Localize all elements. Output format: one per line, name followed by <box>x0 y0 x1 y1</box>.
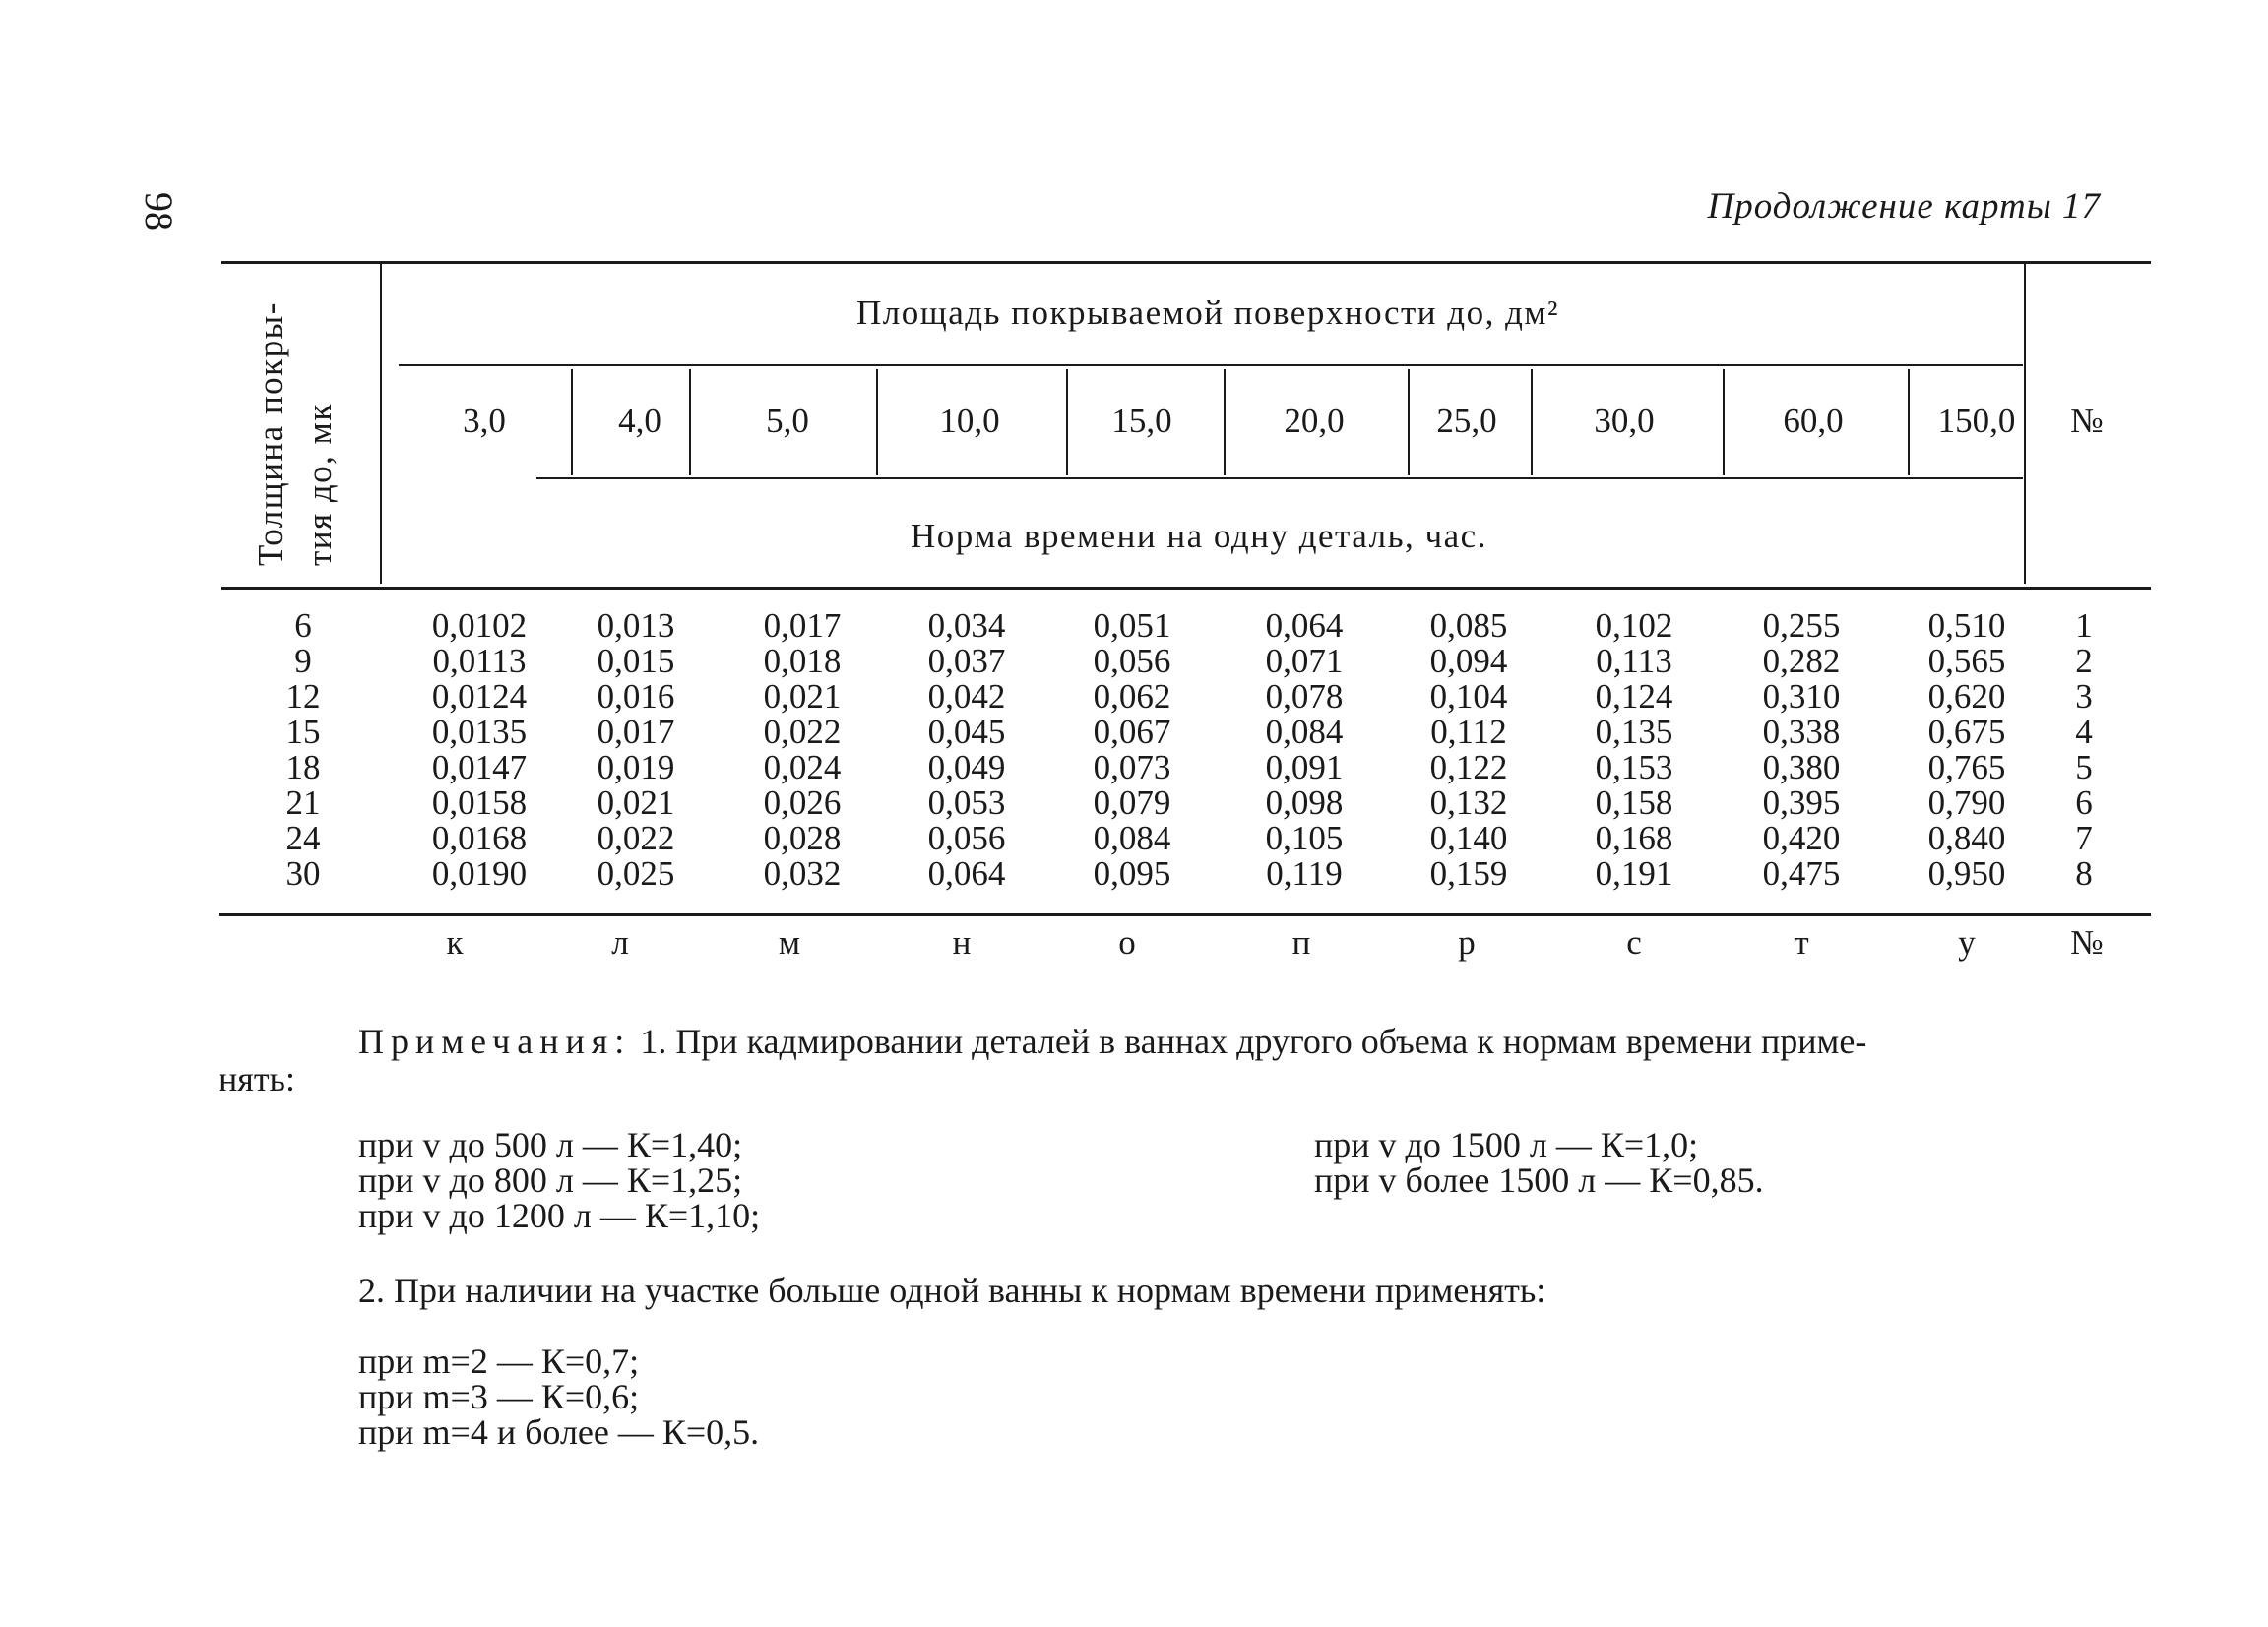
data-cell: 0,0190 <box>431 854 528 893</box>
data-column-u <box>1928 608 2006 892</box>
area-value: 60,0 <box>1783 402 1844 440</box>
column-letter: у <box>1958 923 1976 962</box>
thickness-cell: 12 <box>285 677 321 716</box>
column-letter: с <box>1626 923 1642 962</box>
data-cell: 0,094 <box>1429 642 1508 680</box>
data-cell: 0,017 <box>763 606 842 645</box>
data-column-o <box>1094 608 1171 892</box>
thickness-cell: 21 <box>285 783 321 822</box>
area-divider <box>689 369 691 475</box>
data-cell: 0,049 <box>927 748 1006 786</box>
thickness-header-line1: Толщина покры- <box>251 301 289 566</box>
data-cell: 0,102 <box>1595 606 1673 645</box>
thickness-cell: 6 <box>294 606 312 645</box>
area-divider <box>571 369 573 475</box>
data-cell: 0,159 <box>1429 854 1508 893</box>
data-cell: 0,064 <box>927 854 1006 893</box>
data-cell: 0,021 <box>597 783 675 822</box>
data-cell: 0,510 <box>1927 606 2006 645</box>
m-line: при m=4 и более — К=0,5. <box>358 1412 760 1452</box>
row-number: 2 <box>2075 642 2093 680</box>
data-cell: 0,338 <box>1762 713 1841 751</box>
m-line: при m=2 — К=0,7; <box>358 1342 640 1381</box>
data-cell: 0,062 <box>1093 677 1171 716</box>
data-cell: 0,079 <box>1093 783 1171 822</box>
data-cell: 0,675 <box>1927 713 2006 751</box>
thickness-cell: 24 <box>285 819 321 857</box>
data-column-l <box>598 608 675 892</box>
data-cell: 0,380 <box>1762 748 1841 786</box>
data-cell: 0,104 <box>1429 677 1508 716</box>
norm-header: Норма времени на одну деталь, час. <box>911 517 1487 555</box>
number-column-divider <box>2024 264 2026 584</box>
data-cell: 0,0168 <box>431 819 528 857</box>
data-cell: 0,024 <box>763 748 842 786</box>
data-cell: 0,0135 <box>431 713 528 751</box>
data-cell: 0,051 <box>1093 606 1171 645</box>
data-column-p <box>1266 608 1344 892</box>
data-cell: 0,310 <box>1762 677 1841 716</box>
area-value: 15,0 <box>1111 402 1172 440</box>
data-column-s <box>1596 608 1673 892</box>
area-value: 20,0 <box>1284 402 1345 440</box>
data-cell: 0,132 <box>1429 783 1508 822</box>
data-cell: 0,017 <box>597 713 675 751</box>
data-column-t <box>1763 608 1841 892</box>
page-title: Продолжение карты 17 <box>1707 186 2101 226</box>
data-cell: 0,098 <box>1265 783 1344 822</box>
data-cell: 0,034 <box>927 606 1006 645</box>
data-cell: 0,084 <box>1265 713 1344 751</box>
thickness-cell: 9 <box>294 642 312 680</box>
k-left-list <box>358 1127 760 1233</box>
data-cell: 0,045 <box>927 713 1006 751</box>
k-line: при v до 1500 л — К=1,0; <box>1314 1125 1699 1164</box>
data-cell: 0,021 <box>763 677 842 716</box>
data-cell: 0,056 <box>927 819 1006 857</box>
data-cell: 0,282 <box>1762 642 1841 680</box>
area-value: 25,0 <box>1436 402 1497 440</box>
data-column-m <box>764 608 842 892</box>
thickness-header <box>246 301 345 566</box>
data-cell: 0,950 <box>1927 854 2006 893</box>
column-letter: л <box>611 923 629 962</box>
area-divider <box>1066 369 1068 475</box>
data-cell: 0,124 <box>1595 677 1673 716</box>
data-cell: 0,0102 <box>431 606 528 645</box>
thickness-header-line2: тия до, мк <box>300 403 339 566</box>
area-value: 5,0 <box>766 402 809 440</box>
data-cell: 0,168 <box>1595 819 1673 857</box>
row-number: 7 <box>2075 819 2093 857</box>
data-cell: 0,085 <box>1429 606 1508 645</box>
data-cell: 0,119 <box>1266 854 1343 893</box>
thickness-cell: 15 <box>285 713 321 751</box>
data-cell: 0,025 <box>597 854 675 893</box>
data-cell: 0,191 <box>1595 854 1673 893</box>
m-line: при m=3 — К=0,6; <box>358 1377 640 1416</box>
data-cell: 0,028 <box>763 819 842 857</box>
data-cell: 0,015 <box>597 642 675 680</box>
thickness-column <box>286 608 321 892</box>
data-cell: 0,056 <box>1093 642 1171 680</box>
column-letter: т <box>1794 923 1809 962</box>
data-cell: 0,153 <box>1595 748 1673 786</box>
k-line: при v более 1500 л — К=0,85. <box>1314 1160 1764 1200</box>
data-cell: 0,067 <box>1093 713 1171 751</box>
data-cell: 0,565 <box>1927 642 2006 680</box>
area-divider <box>1408 369 1410 475</box>
data-cell: 0,071 <box>1265 642 1344 680</box>
data-cell: 0,0147 <box>431 748 528 786</box>
area-value: 4,0 <box>618 402 662 440</box>
thickness-cell: 30 <box>285 854 321 893</box>
m-list <box>358 1344 759 1450</box>
note-1 <box>358 1021 1866 1062</box>
data-cell: 0,091 <box>1265 748 1344 786</box>
data-cell: 0,078 <box>1265 677 1344 716</box>
area-value: 10,0 <box>939 402 1000 440</box>
data-cell: 0,113 <box>1596 642 1672 680</box>
data-column-r <box>1430 608 1508 892</box>
area-value: 30,0 <box>1594 402 1655 440</box>
row-number: 3 <box>2075 677 2093 716</box>
column-letter: к <box>446 923 464 962</box>
note-1-continuation: нять: <box>219 1059 295 1098</box>
area-value: 3,0 <box>463 402 506 440</box>
notes-label: Примечания: <box>358 1022 632 1061</box>
data-cell: 0,064 <box>1265 606 1344 645</box>
data-cell: 0,475 <box>1762 854 1841 893</box>
area-header: Площадь покрываемой поверхности до, дм² <box>856 293 1560 332</box>
table-bottom-rule <box>219 913 2151 916</box>
data-cell: 0,395 <box>1762 783 1841 822</box>
column-letter: р <box>1458 923 1476 962</box>
data-cell: 0,790 <box>1927 783 2006 822</box>
data-cell: 0,122 <box>1429 748 1508 786</box>
row-number: 8 <box>2075 854 2093 893</box>
table-top-rule <box>221 261 2151 264</box>
column-letter: н <box>952 923 972 962</box>
area-divider <box>1723 369 1725 475</box>
footer-number-sign: № <box>2070 923 2104 962</box>
note-1-text: 1. При кадмировании деталей в ваннах другого объема к нормам времени приме- <box>640 1022 1867 1061</box>
k-line: при v до 1200 л — К=1,10; <box>358 1196 761 1235</box>
number-header: № <box>2070 402 2104 440</box>
column-letter: п <box>1292 923 1311 962</box>
data-cell: 0,105 <box>1265 819 1344 857</box>
column-letter: м <box>778 923 801 962</box>
note-2: 2. При наличии на участке больше одной ванны к нормам времени применять: <box>358 1271 1546 1310</box>
data-cell: 0,420 <box>1762 819 1841 857</box>
data-cell: 0,140 <box>1429 819 1508 857</box>
data-cell: 0,620 <box>1927 677 2006 716</box>
data-cell: 0,022 <box>763 713 842 751</box>
data-cell: 0,019 <box>597 748 675 786</box>
k-line: при v до 500 л — К=1,40; <box>358 1125 743 1164</box>
data-column-k <box>432 608 527 892</box>
data-cell: 0,0113 <box>432 642 527 680</box>
data-cell: 0,073 <box>1093 748 1171 786</box>
data-cell: 0,016 <box>597 677 675 716</box>
row-number: 1 <box>2075 606 2093 645</box>
area-divider <box>876 369 878 475</box>
data-cell: 0,037 <box>927 642 1006 680</box>
area-divider <box>1908 369 1910 475</box>
row-number: 4 <box>2075 713 2093 751</box>
data-cell: 0,013 <box>597 606 675 645</box>
k-line: при v до 800 л — К=1,25; <box>358 1160 743 1200</box>
area-value: 150,0 <box>1937 402 2016 440</box>
row-number: 5 <box>2075 748 2093 786</box>
data-cell: 0,0124 <box>431 677 528 716</box>
data-cell: 0,135 <box>1595 713 1673 751</box>
area-values-rule <box>536 477 2023 479</box>
data-cell: 0,022 <box>597 819 675 857</box>
row-header-divider <box>380 264 382 584</box>
data-cell: 0,032 <box>763 854 842 893</box>
header-bottom-rule <box>221 587 2151 590</box>
data-cell: 0,158 <box>1595 783 1673 822</box>
data-cell: 0,018 <box>763 642 842 680</box>
area-header-rule <box>399 364 2023 366</box>
data-cell: 0,042 <box>927 677 1006 716</box>
area-divider <box>1531 369 1533 475</box>
data-column-n <box>928 608 1006 892</box>
data-cell: 0,095 <box>1093 854 1171 893</box>
thickness-cell: 18 <box>285 748 321 786</box>
data-cell: 0,765 <box>1927 748 2006 786</box>
data-cell: 0,026 <box>763 783 842 822</box>
data-cell: 0,840 <box>1927 819 2006 857</box>
data-cell: 0,053 <box>927 783 1006 822</box>
page-number: 98 <box>137 192 181 231</box>
data-cell: 0,112 <box>1430 713 1507 751</box>
data-cell: 0,0158 <box>431 783 528 822</box>
data-cell: 0,084 <box>1093 819 1171 857</box>
column-letter: о <box>1118 923 1136 962</box>
k-right-list <box>1314 1127 1764 1198</box>
area-divider <box>1224 369 1226 475</box>
row-number: 6 <box>2075 783 2093 822</box>
row-number-column <box>2075 608 2093 892</box>
data-cell: 0,255 <box>1762 606 1841 645</box>
